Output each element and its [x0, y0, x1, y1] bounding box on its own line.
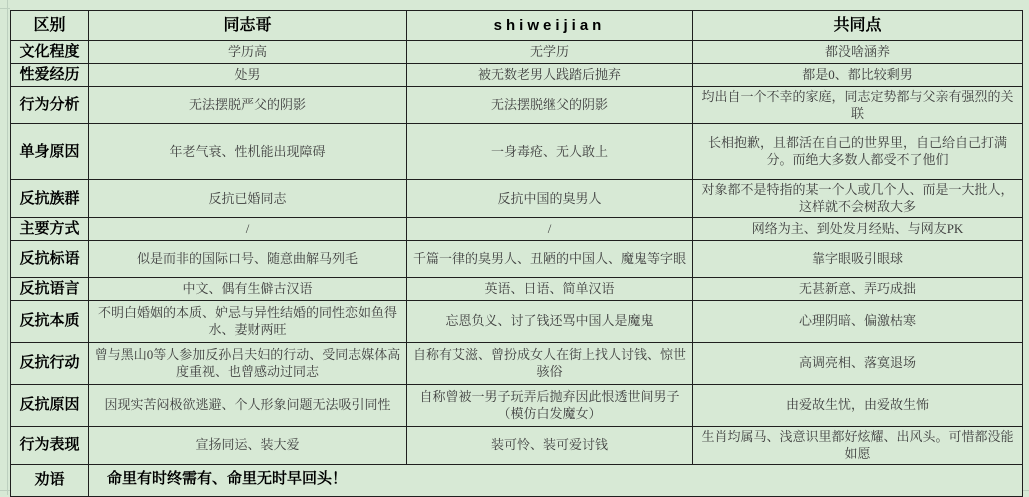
- comparison-table: [10, 10, 1023, 497]
- common-points-cell[interactable]: 对象都不是特指的某一个人或几个人、而是一大批人，这样就不会树敌大多: [693, 179, 1023, 217]
- shiweijian-cell[interactable]: 千篇一律的臭男人、丑陋的中国人、魔鬼等字眼: [407, 240, 693, 277]
- row-label-cell[interactable]: 单身原因: [11, 123, 89, 179]
- header-cell-shiweijian[interactable]: shiweijian: [407, 11, 693, 41]
- footer-row: [11, 464, 1023, 496]
- shiweijian-cell[interactable]: 忘恩负义、讨了钱还骂中国人是魔鬼: [407, 300, 693, 342]
- shiweijian-cell[interactable]: 无法摆脱继父的阴影: [407, 86, 693, 123]
- common-points-cell[interactable]: 都没啥涵养: [693, 41, 1023, 64]
- tongzhige-cell[interactable]: 因现实苦闷极欲逃避、个人形象问题无法吸引同性: [89, 384, 407, 426]
- common-points-cell[interactable]: 网络为主、到处发月经贴、与网友PK: [693, 217, 1023, 240]
- common-points-cell[interactable]: 都是0、都比较剩男: [693, 63, 1023, 86]
- tongzhige-cell[interactable]: 无法摆脱严父的阴影: [89, 86, 407, 123]
- tongzhige-cell[interactable]: /: [89, 217, 407, 240]
- header-cell-tongzhige[interactable]: 同志哥: [89, 11, 407, 41]
- common-points-cell[interactable]: 心理阴暗、偏激枯寒: [693, 300, 1023, 342]
- header-row: [11, 11, 1023, 41]
- table-row: [11, 300, 1023, 342]
- row-label-cell[interactable]: 反抗本质: [11, 300, 89, 342]
- row-label-cell[interactable]: 文化程度: [11, 41, 89, 64]
- tongzhige-cell[interactable]: 年老气衰、性机能出现障碍: [89, 123, 407, 179]
- row-label-cell[interactable]: 反抗语言: [11, 277, 89, 300]
- row-label-cell[interactable]: 行为表现: [11, 426, 89, 464]
- shiweijian-cell[interactable]: 自称曾被一男子玩弄后抛弃因此恨透世间男子（模仿白发魔女）: [407, 384, 693, 426]
- row-label-cell[interactable]: 主要方式: [11, 217, 89, 240]
- row-label-cell[interactable]: 行为分析: [11, 86, 89, 123]
- footer-message-cell[interactable]: 命里有时终需有、命里无时早回头！: [89, 464, 1023, 496]
- tongzhige-cell[interactable]: 不明白婚姻的本质、妒忌与异性结婚的同性恋如鱼得水、妻财两旺: [89, 300, 407, 342]
- footer-label-cell[interactable]: 劝语: [11, 464, 89, 496]
- row-label-cell[interactable]: 性爱经历: [11, 63, 89, 86]
- shiweijian-cell[interactable]: 无学历: [407, 41, 693, 64]
- table-row: [11, 86, 1023, 123]
- table-row: [11, 179, 1023, 217]
- header-cell-difference[interactable]: 区别: [11, 11, 89, 41]
- row-label-cell[interactable]: 反抗行动: [11, 342, 89, 384]
- table-row: [11, 41, 1023, 64]
- common-points-cell[interactable]: 长相抱歉，且都活在自己的世界里，自己给自己打满分。而绝大多数人都受不了他们: [693, 123, 1023, 179]
- shiweijian-cell[interactable]: 被无数老男人践踏后抛弃: [407, 63, 693, 86]
- table-row: [11, 384, 1023, 426]
- row-label-cell[interactable]: 反抗族群: [11, 179, 89, 217]
- shiweijian-cell[interactable]: 自称有艾滋、曾扮成女人在街上找人讨钱、惊世骇俗: [407, 342, 693, 384]
- table-row: [11, 342, 1023, 384]
- row-label-cell[interactable]: 反抗标语: [11, 240, 89, 277]
- tongzhige-cell[interactable]: 学历高: [89, 41, 407, 64]
- table-body: [11, 41, 1023, 465]
- tongzhige-cell[interactable]: 曾与黑山0等人参加反孙吕夫妇的行动、受同志媒体高度重视、也曾感动过同志: [89, 342, 407, 384]
- table-row: [11, 240, 1023, 277]
- shiweijian-cell[interactable]: 英语、日语、简单汉语: [407, 277, 693, 300]
- table-row: [11, 217, 1023, 240]
- common-points-cell[interactable]: 生肖均属马、浅意识里都好炫耀、出风头。可惜都没能如愿: [693, 426, 1023, 464]
- shiweijian-cell[interactable]: /: [407, 217, 693, 240]
- tongzhige-cell[interactable]: 似是而非的国际口号、随意曲解马列毛: [89, 240, 407, 277]
- table-row: [11, 63, 1023, 86]
- row-label-cell[interactable]: 反抗原因: [11, 384, 89, 426]
- table-row: [11, 277, 1023, 300]
- worksheet-gridline-vertical-left: [7, 0, 8, 495]
- common-points-cell[interactable]: 均出自一个不幸的家庭，同志定势都与父亲有强烈的关联: [693, 86, 1023, 123]
- tongzhige-cell[interactable]: 反抗已婚同志: [89, 179, 407, 217]
- common-points-cell[interactable]: 高调亮相、落寞退场: [693, 342, 1023, 384]
- tongzhige-cell[interactable]: 中文、偶有生僻古汉语: [89, 277, 407, 300]
- tongzhige-cell[interactable]: 处男: [89, 63, 407, 86]
- worksheet-gridline-top-stub: [0, 8, 10, 9]
- common-points-cell[interactable]: 无甚新意、弄巧成拙: [693, 277, 1023, 300]
- header-cell-common-points[interactable]: 共同点: [693, 11, 1023, 41]
- shiweijian-cell[interactable]: 一身毒疮、无人敢上: [407, 123, 693, 179]
- table-row: [11, 123, 1023, 179]
- table-row: [11, 426, 1023, 464]
- shiweijian-cell[interactable]: 装可怜、装可爱讨钱: [407, 426, 693, 464]
- shiweijian-cell[interactable]: 反抗中国的臭男人: [407, 179, 693, 217]
- tongzhige-cell[interactable]: 宣扬同运、装大爱: [89, 426, 407, 464]
- common-points-cell[interactable]: 由爱故生忧，由爱故生怖: [693, 384, 1023, 426]
- common-points-cell[interactable]: 靠字眼吸引眼球: [693, 240, 1023, 277]
